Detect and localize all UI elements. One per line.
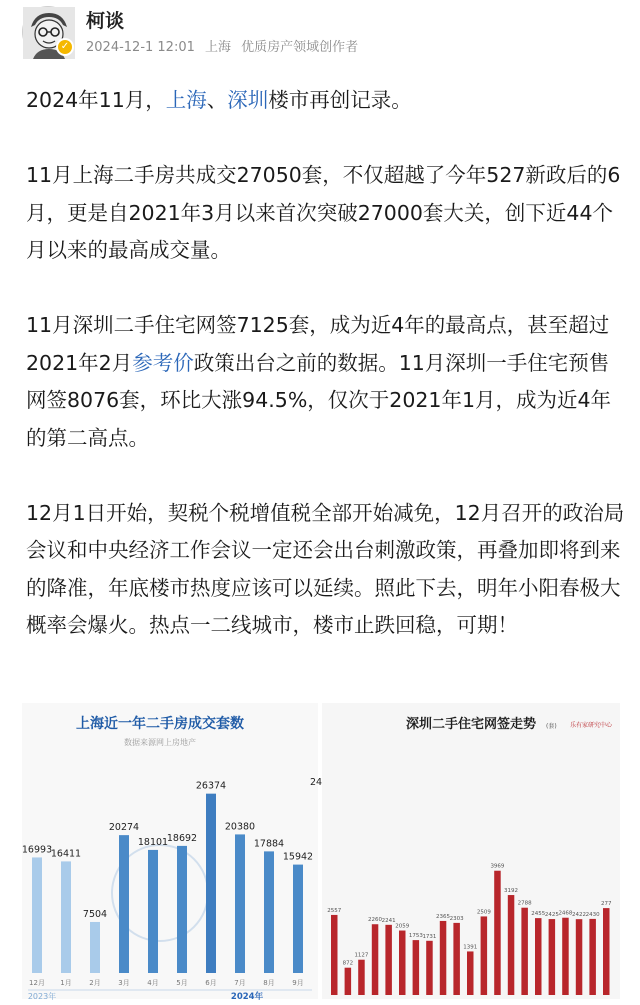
tick-label: 9月	[292, 979, 304, 987]
year-label: 2023年	[27, 992, 57, 1001]
value-label: 2260	[368, 917, 383, 924]
bar	[494, 871, 501, 995]
chart-unit: (套)	[546, 723, 557, 730]
article-body	[26, 82, 626, 682]
value-label: 18101	[137, 836, 169, 848]
year-label: 2024年	[230, 992, 264, 1002]
bar-8月	[264, 851, 274, 973]
bar	[521, 908, 528, 995]
bar	[576, 919, 583, 995]
value-label: 277	[601, 901, 612, 908]
bar	[562, 918, 569, 995]
bar-3月	[119, 835, 129, 973]
chart-title: 深圳二手住宅网签走势	[406, 717, 537, 732]
tick-label: 4月	[147, 979, 159, 987]
paragraph-2: 11月上海二手房共成交27050套，不仅超越了今年527新政后的6月，更是自2021年3月以来首次突破27000套大关，创下近44个月以来的最高成交量。	[26, 163, 621, 262]
bar-6月	[206, 794, 216, 973]
value-label: 2059	[395, 923, 410, 930]
tick-label: 3月	[118, 979, 130, 987]
tick-label: 6月	[205, 979, 217, 987]
chart-subtitle: 数据来源网上房地产	[124, 738, 196, 747]
chart-source: 乐有家研究中心	[570, 722, 613, 729]
post-location: 上海	[205, 40, 232, 55]
topic-link-reference-price[interactable]: 参考价	[132, 350, 194, 375]
shanghai-chart-image[interactable]	[21, 703, 323, 1002]
post-date: 2024-12-1 12:01	[86, 40, 195, 55]
value-label: 1127	[354, 952, 369, 959]
topic-link-shenzhen[interactable]: 深圳	[227, 88, 269, 112]
value-label: 3192	[504, 888, 519, 895]
value-label: 2430	[585, 911, 600, 918]
bar	[413, 940, 420, 995]
author-name[interactable]: 柯谈	[86, 10, 125, 32]
shenzhen-chart-svg	[322, 703, 620, 999]
value-label: 26374	[195, 780, 227, 792]
verified-badge-icon: ✓	[56, 38, 74, 56]
value-label: 872	[342, 960, 354, 967]
bar	[440, 921, 447, 995]
value-label: 1731	[422, 933, 437, 940]
value-label: 2468	[558, 910, 573, 917]
bar	[331, 915, 338, 995]
value-label: 20380	[224, 821, 256, 833]
paragraph-1-text-b: 楼市再创记录。	[268, 88, 412, 112]
bar	[467, 951, 474, 995]
bar	[399, 931, 406, 995]
value-label: 7504	[82, 908, 108, 920]
bar	[426, 941, 433, 995]
value-label: 2557	[327, 907, 342, 914]
value-label: 3969	[490, 863, 505, 870]
value-label: 2422	[572, 912, 587, 919]
paragraph-3-text-a: 11月深圳二手住宅网签7125套，成为近4年的最高点，甚至超过2021年2月	[26, 313, 610, 375]
bar	[535, 918, 542, 995]
paragraph-4: 12月1日开始，契税个税增值税全部开始减免，12月召开的政治局会议和中央经济工作会议一定还会出台刺激政策，再叠加即将到来的降准，年底楼市热度应该可以延续。照此下去，明年小阳春极大概率会爆火。热点一二线城市，楼市止跌回稳，可期！	[26, 500, 625, 637]
bar-1月	[61, 861, 71, 973]
value-label: 2241	[381, 917, 396, 924]
value-label: 15942	[282, 851, 314, 863]
bar-4月	[148, 850, 158, 973]
paragraph-3	[26, 307, 626, 457]
tick-label: 5月	[176, 979, 188, 987]
paragraph-1-text-a: 2024年11月，	[26, 88, 166, 112]
bar-12月	[32, 857, 42, 973]
value-label: 17884	[253, 838, 285, 850]
topic-link-shanghai[interactable]: 上海	[165, 88, 207, 112]
bar	[589, 919, 596, 995]
shenzhen-chart-image[interactable]	[322, 703, 620, 999]
value-label: 1753	[408, 933, 423, 940]
value-label: 2455	[531, 911, 546, 918]
paragraph-3-text-b: 政策出台之前的数据。11月深圳一手住宅预售网签8076套，环比大涨94.5%，仅次于2021年1月，成为近4年的第二高点。	[26, 350, 612, 450]
paragraph-1	[26, 82, 626, 120]
bar	[385, 925, 392, 995]
tick-label: 12月	[29, 979, 45, 987]
shanghai-chart-svg	[21, 703, 323, 1002]
post-meta	[86, 36, 364, 55]
value-label: 2509	[476, 909, 491, 916]
bar	[453, 923, 460, 995]
bar-7月	[235, 834, 245, 973]
tick-label: 8月	[263, 979, 275, 987]
bar	[508, 895, 515, 995]
bar-9月	[293, 865, 303, 973]
bar-2月	[90, 922, 100, 973]
value-label: 16993	[21, 844, 53, 856]
value-label: 1391	[463, 944, 478, 951]
cut-value-label: 24	[310, 777, 323, 788]
value-label: 2425	[544, 912, 559, 919]
bar	[549, 919, 556, 995]
tick-label: 1月	[60, 979, 72, 987]
value-label: 2303	[449, 915, 464, 922]
value-label: 20274	[108, 822, 140, 834]
author-tagline: 优质房产领域创作者	[241, 40, 359, 55]
bar	[345, 968, 352, 995]
bar	[603, 908, 610, 995]
paragraph-1-separator: 、	[206, 88, 228, 112]
bar	[481, 916, 488, 995]
chart-title: 上海近一年二手房成交套数	[76, 716, 244, 732]
value-label: 18692	[166, 832, 198, 844]
tick-label: 7月	[234, 979, 246, 987]
value-label: 2788	[517, 900, 532, 907]
bar-5月	[177, 846, 187, 973]
bar	[358, 960, 365, 995]
post-header	[0, 0, 640, 62]
value-label: 2365	[436, 913, 451, 920]
value-label: 16411	[50, 848, 82, 860]
bar	[372, 924, 379, 995]
tick-label: 2月	[89, 979, 101, 987]
